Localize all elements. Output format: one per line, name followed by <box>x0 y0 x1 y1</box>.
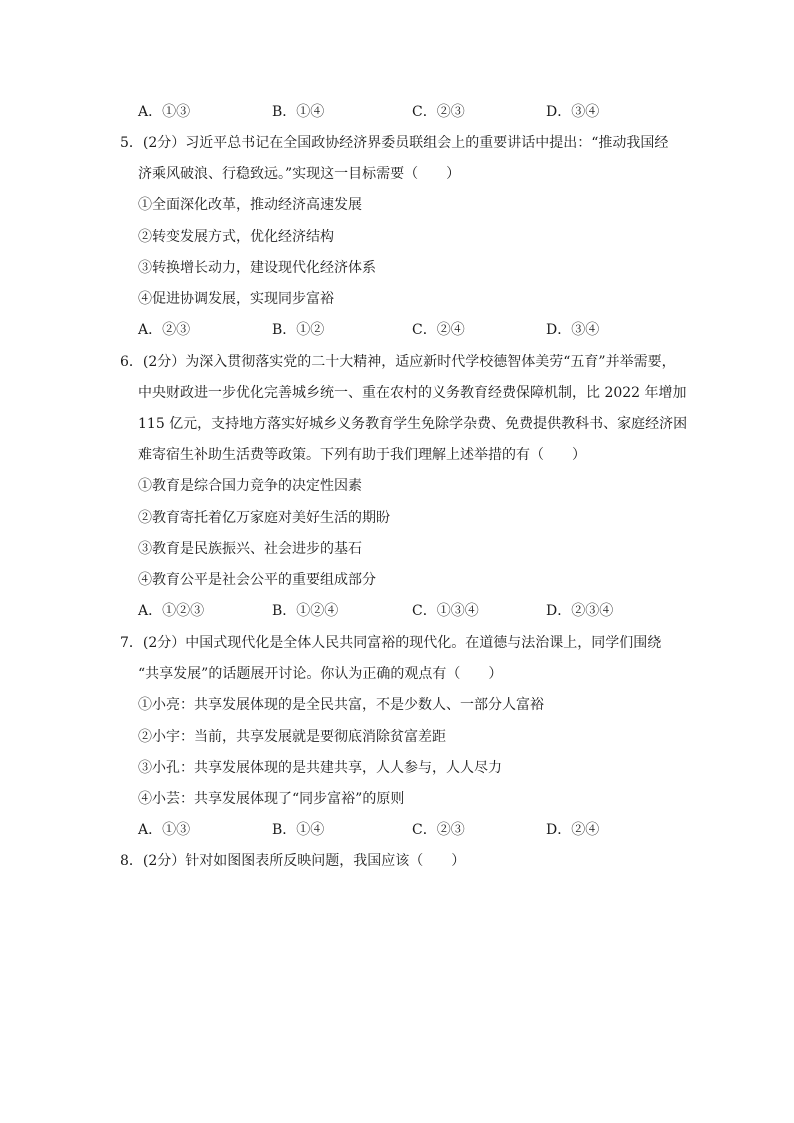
q4-options <box>138 102 658 122</box>
q7-options <box>138 820 658 840</box>
q6-item-3: ③教育是民族振兴、社会进步的基石 <box>138 541 362 557</box>
q5-options <box>138 320 658 340</box>
q4-option-c[interactable]: C．②③ <box>412 104 465 120</box>
q6-stem-line-3: 115 亿元，支持地方落实好城乡义务教育学生免除学杂费、免费提供教科书、家庭经济困 <box>138 416 688 432</box>
q6-stem-line-2: 中央财政进一步优化完善城乡统一、重在农村的义务教育经费保障机制，比 2022 年增加 <box>138 385 687 401</box>
q5-item-2: ②转变发展方式，优化经济结构 <box>138 229 334 245</box>
q6-stem-line-1: 6．(2分）为深入贯彻落实党的二十大精神，适应新时代学校德智体美劳“五育”并举需要， <box>120 354 676 370</box>
q7-item-3: ③小孔：共享发展体现的是共建共享，人人参与，人人尽力 <box>138 760 502 776</box>
q6-option-c[interactable]: C．①③④ <box>412 603 479 619</box>
q7-option-c[interactable]: C．②③ <box>412 822 465 838</box>
q5-option-c[interactable]: C．②④ <box>412 322 465 338</box>
q5-option-a[interactable]: A．②③ <box>138 322 191 338</box>
q6-option-d[interactable]: D．②③④ <box>546 603 614 619</box>
q6-options <box>138 601 658 621</box>
q4-option-b[interactable]: B．①④ <box>272 104 325 120</box>
q5-stem-line-1: 5．(2分）习近平总书记在全国政协经济界委员联组会上的重要讲话中提出：“推动我国经 <box>120 135 669 151</box>
q5-option-b[interactable]: B．①② <box>272 322 325 338</box>
q5-stem-line-2: 济乘风破浪、行稳致远。”实现这一目标需要（ ） <box>138 166 461 182</box>
q7-stem-line-2: “共享发展”的话题展开讨论。你认为正确的观点有（ ） <box>138 666 503 682</box>
q8-stem-line-1: 8．(2分）针对如图图表所反映问题，我国应该（ ） <box>120 853 466 869</box>
q7-item-1: ①小亮：共享发展体现的是全民共富，不是少数人、一部分人富裕 <box>138 697 544 713</box>
q5-item-4: ④促进协调发展，实现同步富裕 <box>138 291 334 307</box>
q6-stem-line-4: 难寄宿生补助生活费等政策。下列有助于我们理解上述举措的有（ ） <box>138 447 586 463</box>
q6-option-a[interactable]: A．①②③ <box>138 603 205 619</box>
q7-stem-line-1: 7．(2分）中国式现代化是全体人民共同富裕的现代化。在道德与法治课上，同学们围绕 <box>120 635 662 651</box>
q5-option-d[interactable]: D．③④ <box>546 322 600 338</box>
q4-option-d[interactable]: D．③④ <box>546 104 600 120</box>
q7-item-4: ④小芸：共享发展体现了“同步富裕”的原则 <box>138 791 405 807</box>
q7-option-d[interactable]: D．②④ <box>546 822 600 838</box>
q4-option-a[interactable]: A．①③ <box>138 104 191 120</box>
q7-option-a[interactable]: A．①③ <box>138 822 191 838</box>
q6-item-2: ②教育寄托着亿万家庭对美好生活的期盼 <box>138 510 390 526</box>
q7-item-2: ②小宇：当前，共享发展就是要彻底消除贫富差距 <box>138 729 446 745</box>
q6-option-b[interactable]: B．①②④ <box>272 603 339 619</box>
q5-item-3: ③转换增长动力，建设现代化经济体系 <box>138 260 376 276</box>
q6-item-1: ①教育是综合国力竞争的决定性因素 <box>138 478 362 494</box>
q5-item-1: ①全面深化改革，推动经济高速发展 <box>138 197 362 213</box>
q7-option-b[interactable]: B．①④ <box>272 822 325 838</box>
q6-item-4: ④教育公平是社会公平的重要组成部分 <box>138 572 376 588</box>
